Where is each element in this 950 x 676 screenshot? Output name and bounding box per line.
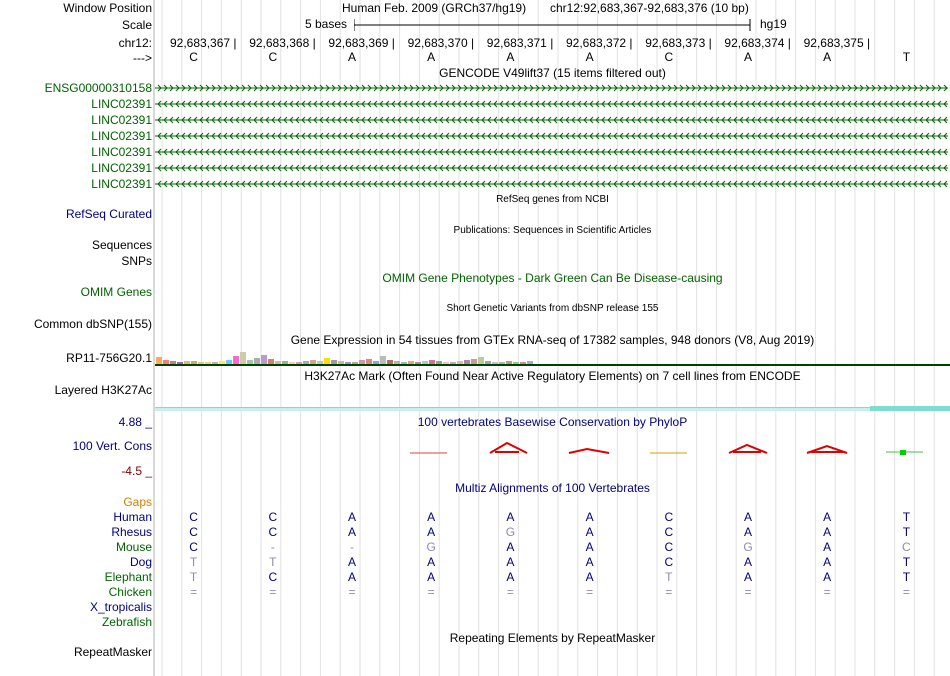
reference-base: T (902, 50, 911, 64)
gtex-tissue-bar (492, 362, 498, 364)
alignment-base: A (585, 525, 594, 539)
alignment-base: T (189, 570, 198, 584)
reference-base: C (664, 50, 674, 64)
alignment-base: - (270, 540, 275, 554)
gene-model-line[interactable] (155, 116, 948, 124)
gtex-label[interactable]: RP11-756G20.1 (66, 351, 152, 365)
alignment-base: = (823, 585, 831, 599)
gtex-tissue-bar (212, 362, 218, 364)
alignment-base: A (506, 555, 515, 569)
species-label[interactable]: Elephant (104, 570, 152, 584)
alignment-base: T (902, 510, 911, 524)
scale-db-text: hg19 (760, 17, 787, 31)
alignment-base: T (665, 570, 673, 584)
alignment-base: C (664, 555, 674, 569)
gtex-tissue-bar (366, 359, 372, 364)
gtex-caption: Gene Expression in 54 tissues from GTEx RNA-seq of 17382 samples, 948 donors (V8, Aug 2019) (290, 333, 815, 347)
scale-label: Scale (121, 18, 152, 32)
gtex-tissue-bar (401, 362, 407, 364)
alignment-base: A (506, 570, 515, 584)
species-label[interactable]: X_tropicalis (89, 600, 152, 614)
species-label[interactable]: Zebrafish (101, 615, 152, 629)
gtex-tissue-bar (275, 361, 281, 364)
alignment-base: = (506, 585, 514, 599)
gtex-tissue-bar (191, 361, 197, 364)
alignment-base: = (190, 585, 198, 599)
alignment-base: = (269, 585, 277, 599)
gtex-tissue-bar (485, 361, 491, 364)
species-label[interactable]: Dog (129, 555, 152, 569)
position-tick: 92,683,367 | (170, 36, 237, 50)
alignment-base: = (744, 585, 752, 599)
gtex-tissue-bar (163, 360, 169, 364)
reference-base: A (347, 50, 356, 64)
position-tick: 92,683,369 | (328, 36, 395, 50)
alignment-base: C (189, 510, 198, 524)
gencode-item-label[interactable]: LINC02391 (91, 113, 152, 127)
alignment-base: C (902, 540, 911, 554)
species-label[interactable]: Rhesus (111, 525, 152, 539)
snps-label[interactable]: SNPs (121, 254, 152, 268)
gtex-tissue-bar (352, 362, 358, 364)
dbsnp-caption: Short Genetic Variants from dbSNP release 155 (446, 303, 659, 314)
gtex-tissue-bar (359, 360, 365, 364)
alignment-base: A (427, 510, 436, 524)
alignment-base: C (664, 540, 674, 554)
gtex-tissue-bar (471, 359, 477, 364)
gtex-tissue-bar (156, 357, 162, 364)
publications-caption: Publications: Sequences in Scientific Articles (453, 225, 652, 236)
reference-base: A (823, 50, 832, 64)
alignment-base: T (902, 525, 911, 539)
gtex-tissue-bar (506, 361, 512, 364)
gtex-tissue-bar (254, 358, 260, 364)
alignment-base: C (268, 510, 278, 524)
position-tick: 92,683,372 | (566, 36, 633, 50)
gtex-tissue-bar (198, 362, 204, 364)
sequences-label[interactable]: Sequences (91, 238, 152, 252)
gtex-tissue-bar (303, 361, 309, 364)
gtex-tissue-bar (177, 362, 183, 364)
gtex-tissue-bar (289, 362, 295, 364)
alignment-base: G (426, 540, 436, 554)
gtex-tissue-bar (394, 361, 400, 364)
gtex-tissue-bar (331, 360, 337, 364)
h3k27ac-caption: H3K27Ac Mark (Often Found Near Active Regulatory Elements) on 7 cell lines from ENCODE (304, 369, 801, 383)
gtex-tissue-bar (387, 360, 393, 364)
gtex-tissue-bar (240, 352, 246, 364)
gtex-tissue-bar (170, 361, 176, 364)
alignment-base: = (902, 585, 910, 599)
gtex-tissue-bar (513, 362, 519, 364)
position-text: chr12:92,683,367-92,683,376 (10 bp) (550, 1, 749, 15)
alignment-base: A (743, 555, 752, 569)
alignment-base: A (506, 510, 515, 524)
gtex-tissue-bar (422, 361, 428, 364)
phylop-max-label: 4.88 _ (118, 415, 152, 429)
gtex-tissue-bar (233, 356, 239, 364)
alignment-base: C (268, 570, 278, 584)
gtex-tissue-bar (457, 361, 463, 364)
gene-model-line[interactable] (155, 84, 948, 92)
gtex-tissue-bar (380, 356, 386, 364)
chrom-label: chr12: (118, 36, 152, 50)
gtex-tissue-bar (338, 361, 344, 364)
alignment-base: A (585, 540, 594, 554)
gtex-tissue-bar (499, 362, 505, 364)
position-tick: 92,683,373 | (645, 36, 712, 50)
gtex-tissue-bar (324, 358, 330, 364)
phylop-caption: 100 vertebrates Basewise Conservation by PhyloP (417, 415, 688, 429)
alignment-base: A (823, 525, 832, 539)
gtex-tissue-bar (429, 360, 435, 364)
alignment-base: C (189, 540, 198, 554)
scale-bar-text: 5 bases (305, 17, 348, 31)
position-tick: 92,683,374 | (724, 36, 791, 50)
gtex-tissue-bar (345, 362, 351, 364)
species-label[interactable]: Mouse (115, 540, 152, 554)
gtex-tissue-bar (527, 361, 533, 364)
gtex-tissue-bar (205, 362, 211, 364)
alignment-base: T (189, 555, 198, 569)
omim-label[interactable]: OMIM Genes (80, 285, 152, 299)
gencode-caption: GENCODE V49lift37 (15 items filtered out) (439, 66, 666, 80)
reference-base: A (743, 50, 752, 64)
alignment-base: A (427, 555, 436, 569)
refseq-label[interactable]: RefSeq Curated (65, 207, 152, 221)
strand-arrow-label: ---> (133, 51, 152, 65)
gtex-tissue-bar (226, 360, 232, 364)
gene-model-line[interactable] (155, 164, 948, 172)
gtex-expression-bars (155, 350, 950, 368)
alignment-base: A (347, 570, 356, 584)
gtex-tissue-bar (282, 361, 288, 364)
alignment-base: A (823, 510, 832, 524)
gtex-tissue-bar (184, 361, 190, 364)
alignment-base: T (269, 555, 277, 569)
gencode-item-label[interactable]: LINC02391 (91, 97, 152, 111)
gtex-tissue-bar (268, 359, 274, 364)
gencode-item-label[interactable]: ENSG00000310158 (44, 81, 152, 95)
repeatmasker-caption: Repeating Elements by RepeatMasker (449, 631, 656, 645)
alignment-base: = (348, 585, 356, 599)
assembly-text: Human Feb. 2009 (GRCh37/hg19) (342, 1, 527, 15)
alignment-base: C (189, 525, 198, 539)
alignment-base: A (347, 510, 356, 524)
gtex-tissue-bar (450, 362, 456, 364)
gtex-tissue-bar (436, 361, 442, 364)
gtex-tissue-bar (261, 355, 267, 364)
alignment-base: A (585, 555, 594, 569)
alignment-base: C (664, 510, 674, 524)
alignment-base: A (506, 540, 515, 554)
gene-model-line[interactable] (155, 132, 948, 140)
alignment-base: A (585, 570, 594, 584)
alignment-base: C (268, 525, 278, 539)
alignment-base: T (902, 570, 911, 584)
alignment-base: A (585, 510, 594, 524)
gencode-item-label[interactable]: LINC02391 (91, 129, 152, 143)
species-label[interactable]: Chicken (108, 585, 152, 599)
dbsnp-label[interactable]: Common dbSNP(155) (33, 317, 152, 331)
gene-model-line[interactable] (155, 180, 948, 188)
reference-base: A (585, 50, 594, 64)
alignment-base: A (823, 555, 832, 569)
reference-base: C (268, 50, 278, 64)
scale-bar (354, 18, 754, 32)
gencode-item-label[interactable]: LINC02391 (91, 145, 152, 159)
reference-base: A (427, 50, 436, 64)
h3k27ac-signal (155, 402, 950, 414)
gtex-tissue-bar (415, 362, 421, 364)
gencode-item-label[interactable]: LINC02391 (91, 161, 152, 175)
alignment-base: C (664, 525, 674, 539)
gtex-tissue-bar (310, 360, 316, 364)
alignment-base: A (743, 525, 752, 539)
alignment-base: A (347, 525, 356, 539)
alignment-base: = (586, 585, 594, 599)
alignment-base: A (427, 570, 436, 584)
h3k27ac-label[interactable]: Layered H3K27Ac (54, 383, 152, 397)
position-tick: 92,683,370 | (407, 36, 475, 50)
gtex-tissue-bar (219, 361, 225, 364)
alignment-base: = (665, 585, 673, 599)
reference-base: C (189, 50, 198, 64)
reference-base: A (506, 50, 515, 64)
gtex-tissue-bar (317, 361, 323, 364)
phylop-label[interactable]: 100 Vert. Cons (72, 439, 152, 453)
gencode-item-label[interactable]: LINC02391 (91, 177, 152, 191)
phylop-min-label: -4.5 _ (121, 464, 152, 478)
alignment-base: A (743, 570, 752, 584)
multiz-caption: Multiz Alignments of 100 Vertebrates (455, 481, 650, 495)
gene-model-line[interactable] (155, 148, 948, 156)
alignment-base: = (427, 585, 435, 599)
gtex-tissue-bar (443, 362, 449, 364)
alignment-base: - (350, 540, 354, 554)
gaps-label[interactable]: Gaps (123, 495, 152, 509)
phylop-signal (155, 438, 950, 460)
species-label[interactable]: Human (113, 510, 152, 524)
window-position-label: Window Position (63, 1, 152, 15)
position-tick: 92,683,375 | (803, 36, 871, 50)
alignment-base: T (902, 555, 911, 569)
gtex-tissue-bar (520, 362, 526, 364)
alignment-base: A (823, 540, 832, 554)
gtex-tissue-bar (373, 361, 379, 364)
alignment-base: A (427, 525, 436, 539)
position-tick: 92,683,368 | (249, 36, 316, 50)
alignment-base: A (743, 510, 752, 524)
repeatmasker-label[interactable]: RepeatMasker (73, 645, 152, 659)
gtex-tissue-bar (247, 360, 253, 364)
gene-model-line[interactable] (155, 100, 948, 108)
refseq-caption: RefSeq genes from NCBI (496, 194, 609, 205)
alignment-base: G (743, 540, 753, 554)
gtex-tissue-bar (408, 361, 414, 364)
alignment-base: A (347, 555, 356, 569)
omim-caption: OMIM Gene Phenotypes - Dark Green Can Be Disease-causing (382, 271, 723, 285)
gtex-tissue-bar (296, 362, 302, 364)
alignment-base: G (505, 525, 516, 539)
gtex-tissue-bar (478, 357, 484, 364)
gtex-tissue-bar (464, 360, 470, 364)
alignment-base: A (823, 570, 832, 584)
position-tick: 92,683,371 | (486, 36, 554, 50)
